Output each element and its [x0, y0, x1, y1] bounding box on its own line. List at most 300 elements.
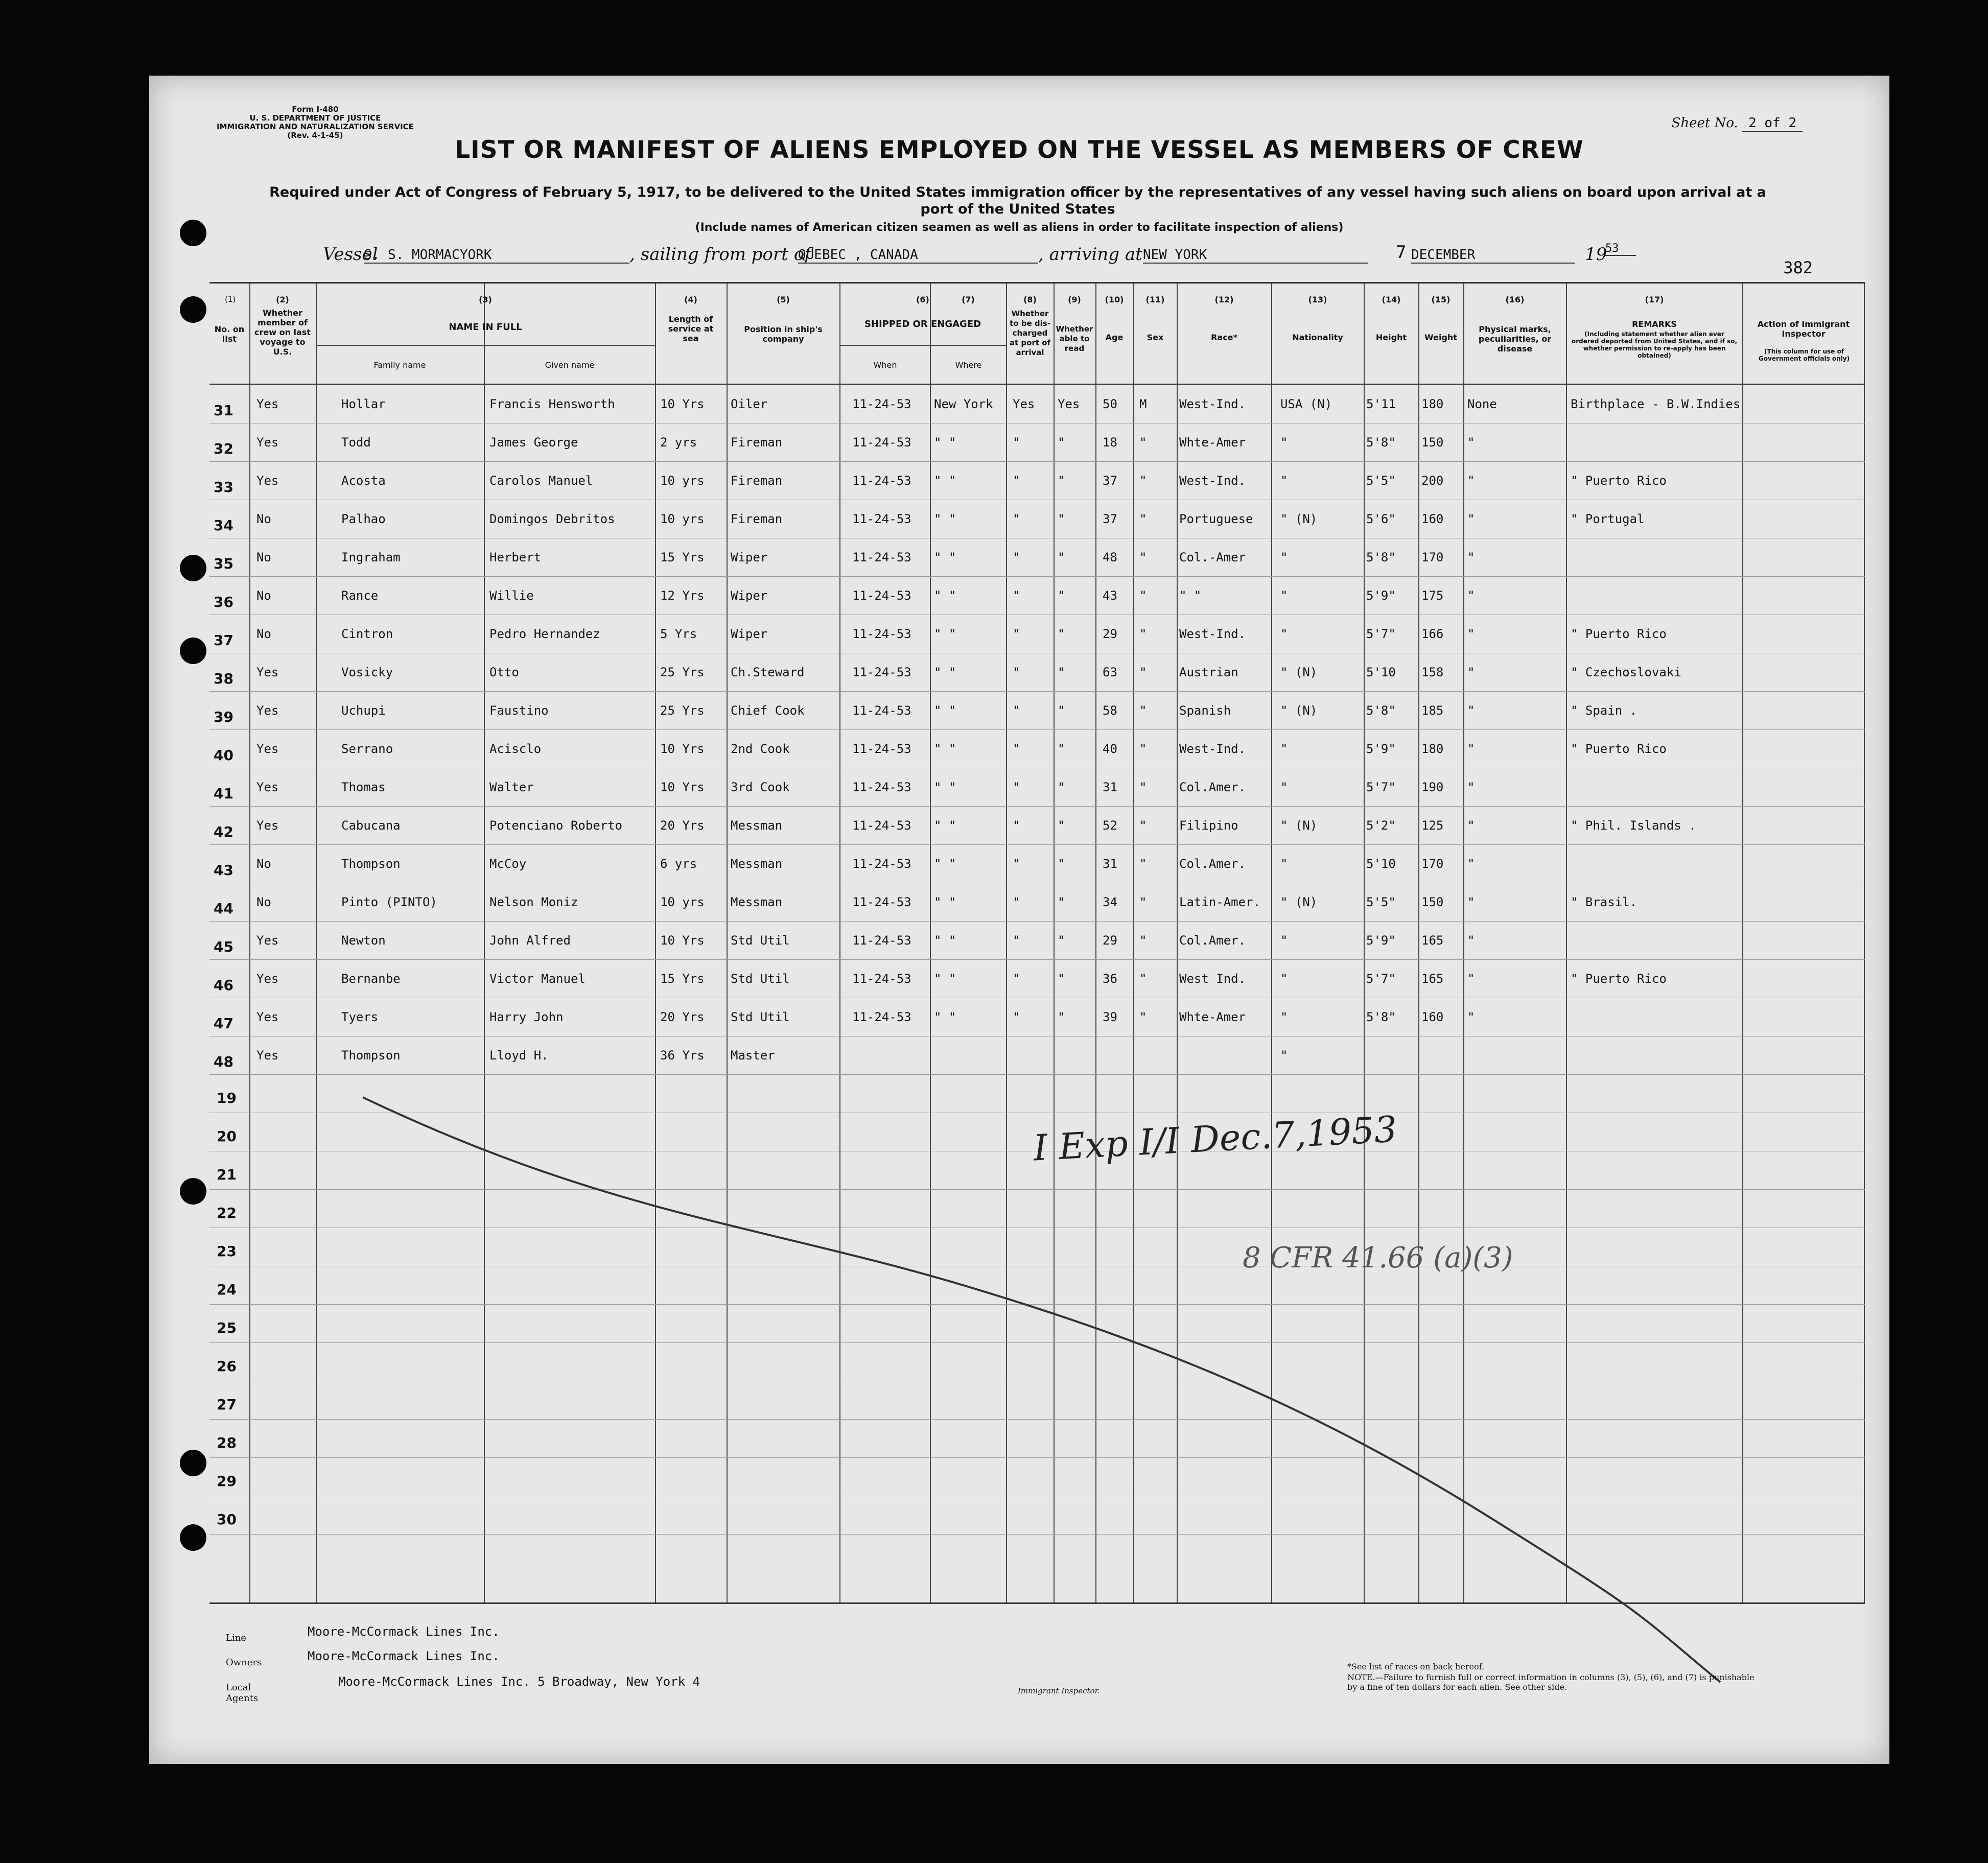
document-title: LIST OR MANIFEST OF ALIENS EMPLOYED ON THE VESSEL AS MEMBERS OF CREW — [455, 136, 1584, 164]
cell-race: Whte-Amer — [1179, 435, 1246, 450]
row-number: 22 — [217, 1205, 237, 1221]
cell-given: Walter — [489, 780, 534, 794]
cell-position: Std Util — [731, 933, 790, 948]
cell-remarks: " Phil. Islands . — [1571, 818, 1696, 833]
cell-service: 10 Yrs — [660, 780, 705, 794]
cell-sex: " — [1139, 665, 1147, 679]
cell-family: Thompson — [341, 1048, 401, 1063]
cell-weight: 150 — [1421, 435, 1444, 450]
cell-age: 37 — [1103, 512, 1117, 526]
row-number: 36 — [214, 594, 233, 610]
cell-family: Hollar — [341, 397, 386, 411]
cell-weight: 175 — [1421, 588, 1444, 603]
cell-sex: " — [1139, 933, 1147, 948]
cell-weight: 165 — [1421, 933, 1444, 948]
row-number: 23 — [217, 1243, 237, 1260]
cell-family: Bernanbe — [341, 972, 401, 986]
cell-weight: 125 — [1421, 818, 1444, 833]
row-number: 21 — [217, 1166, 237, 1183]
cell-family: Pinto (PINTO) — [341, 895, 437, 909]
cell-when: 11-24-53 — [852, 627, 911, 641]
cell-family: Vosicky — [341, 665, 393, 679]
cell-weight: 190 — [1421, 780, 1444, 794]
cell-age: 31 — [1103, 857, 1117, 871]
cell-sex: " — [1139, 474, 1147, 488]
cell-disch: " — [1013, 1010, 1020, 1024]
vessel-name: S. S. MORMACYORK — [364, 247, 629, 264]
cell-race: Col.-Amer — [1179, 550, 1246, 564]
cell-marks: " — [1467, 435, 1475, 450]
strike-line — [149, 76, 1889, 1764]
cell-weight: 200 — [1421, 474, 1444, 488]
cell-disch: " — [1013, 703, 1020, 718]
cell-marks: " — [1467, 742, 1475, 756]
cell-given: Lloyd H. — [489, 1048, 549, 1063]
row-number: 40 — [214, 747, 233, 764]
cell-marks: " — [1467, 588, 1475, 603]
cell-where: " " — [934, 474, 956, 488]
row-number: 45 — [214, 938, 233, 955]
form-identifier: Form I-480 U. S. DEPARTMENT OF JUSTICE IMMIGRATION AND NATURALIZATION SERVICE (Rev. 4-1-45) — [217, 105, 414, 140]
cell-marks: " — [1467, 857, 1475, 871]
row-number: 32 — [214, 440, 233, 457]
cell-when: 11-24-53 — [852, 435, 911, 450]
cell-family: Serrano — [341, 742, 393, 756]
cell-given: Herbert — [489, 550, 542, 564]
cell-remarks: " Puerto Rico — [1571, 627, 1667, 641]
cell-nat: " — [1280, 742, 1288, 756]
cell-service: 10 yrs — [660, 895, 705, 909]
cell-marks: " — [1467, 627, 1475, 641]
cell-weight: 166 — [1421, 627, 1444, 641]
cell-prev: Yes — [256, 665, 279, 679]
cell-height: 5'7" — [1366, 627, 1396, 641]
cell-prev: Yes — [256, 780, 279, 794]
cell-position: Wiper — [731, 627, 768, 641]
handwritten-cfr-note: 8 CFR 41.66 (a)(3) — [1243, 1241, 1513, 1275]
cell-prev: No — [256, 857, 271, 871]
cell-position: Messman — [731, 895, 783, 909]
cell-marks: " — [1467, 780, 1475, 794]
cell-nat: " — [1280, 474, 1288, 488]
cell-when: 11-24-53 — [852, 665, 911, 679]
cell-disch: " — [1013, 627, 1020, 641]
cell-service: 20 Yrs — [660, 818, 705, 833]
row-number: 48 — [214, 1053, 233, 1070]
cell-position: Wiper — [731, 550, 768, 564]
cell-age: 40 — [1103, 742, 1117, 756]
cell-nat: USA (N) — [1280, 397, 1332, 411]
cell-family: Ingraham — [341, 550, 401, 564]
cell-read: Yes — [1058, 397, 1080, 411]
cell-height: 5'9" — [1366, 933, 1396, 948]
cell-marks: " — [1467, 550, 1475, 564]
cell-read: " — [1058, 972, 1065, 986]
cell-height: 5'8" — [1366, 435, 1396, 450]
cell-disch: " — [1013, 435, 1020, 450]
cell-prev: Yes — [256, 818, 279, 833]
footnote-penalty: NOTE.—Failure to furnish full or correct information in columns (3), (5), (6), and (7) is punishable by a fine of ten dollars for each alien. See other side. — [1347, 1672, 1755, 1692]
cell-when: 11-24-53 — [852, 397, 911, 411]
cell-sex: " — [1139, 512, 1147, 526]
cell-position: Fireman — [731, 512, 783, 526]
cell-sex: " — [1139, 857, 1147, 871]
cell-race: Filipino — [1179, 818, 1238, 833]
cell-race: " " — [1179, 588, 1202, 603]
cell-where: " " — [934, 512, 956, 526]
cell-height: 5'2" — [1366, 818, 1396, 833]
cell-where: " " — [934, 1010, 956, 1024]
cell-age: 50 — [1103, 397, 1117, 411]
cell-given: Harry John — [489, 1010, 564, 1024]
cell-position: Ch.Steward — [731, 665, 805, 679]
cell-prev: No — [256, 550, 271, 564]
cell-service: 12 Yrs — [660, 588, 705, 603]
cell-race: West Ind. — [1179, 972, 1246, 986]
cell-remarks: " Czechoslovaki — [1571, 665, 1681, 679]
cell-when: 11-24-53 — [852, 857, 911, 871]
cell-position: Wiper — [731, 588, 768, 603]
cell-weight: 180 — [1421, 397, 1444, 411]
arrival-year: 53 — [1605, 242, 1636, 256]
cell-service: 15 Yrs — [660, 972, 705, 986]
cell-race: West-Ind. — [1179, 474, 1246, 488]
cell-service: 20 Yrs — [660, 1010, 705, 1024]
cell-remarks: " Puerto Rico — [1571, 972, 1667, 986]
cell-position: Fireman — [731, 474, 783, 488]
cell-where: " " — [934, 818, 956, 833]
cell-disch: " — [1013, 933, 1020, 948]
cell-disch: " — [1013, 588, 1020, 603]
cell-height: 5'8" — [1366, 703, 1396, 718]
cell-prev: Yes — [256, 1048, 279, 1063]
cell-height: 5'9" — [1366, 588, 1396, 603]
cell-marks: " — [1467, 895, 1475, 909]
cell-family: Tyers — [341, 1010, 379, 1024]
cell-age: 34 — [1103, 895, 1117, 909]
sailing-label: , sailing from port of — [629, 244, 811, 265]
cell-age: 39 — [1103, 1010, 1117, 1024]
cell-disch: " — [1013, 665, 1020, 679]
cell-nat: " (N) — [1280, 818, 1318, 833]
cell-weight: 170 — [1421, 550, 1444, 564]
cell-sex: " — [1139, 895, 1147, 909]
line-label: Line — [226, 1633, 246, 1643]
cell-position: Messman — [731, 818, 783, 833]
cell-marks: " — [1467, 1010, 1475, 1024]
cell-remarks: " Brasil. — [1571, 895, 1638, 909]
cell-service: 10 Yrs — [660, 397, 705, 411]
cell-nat: " — [1280, 627, 1288, 641]
cell-when: 11-24-53 — [852, 550, 911, 564]
cell-sex: " — [1139, 703, 1147, 718]
cell-height: 5'9" — [1366, 742, 1396, 756]
cell-read: " — [1058, 435, 1065, 450]
cell-given: Carolos Manuel — [489, 474, 593, 488]
cell-prev: Yes — [256, 703, 279, 718]
cell-prev: No — [256, 588, 271, 603]
cell-age: 63 — [1103, 665, 1117, 679]
cell-race: West-Ind. — [1179, 397, 1246, 411]
cell-race: Spanish — [1179, 703, 1231, 718]
cell-when: 11-24-53 — [852, 1010, 911, 1024]
handwritten-annotation: I Exp I/I Dec.7,1953 — [1032, 1108, 1398, 1169]
cell-nat: " — [1280, 1010, 1288, 1024]
cell-when: 11-24-53 — [852, 742, 911, 756]
row-number: 31 — [214, 402, 233, 419]
cell-read: " — [1058, 895, 1065, 909]
cell-race: Col.Amer. — [1179, 933, 1246, 948]
cell-where: " " — [934, 627, 956, 641]
cell-family: Thomas — [341, 780, 386, 794]
cell-service: 5 Yrs — [660, 627, 697, 641]
cell-where: " " — [934, 550, 956, 564]
row-number: 46 — [214, 977, 233, 994]
cell-remarks: " Puerto Rico — [1571, 742, 1667, 756]
cell-when: 11-24-53 — [852, 780, 911, 794]
cell-height: 5'5" — [1366, 474, 1396, 488]
cell-age: 58 — [1103, 703, 1117, 718]
cell-height: 5'6" — [1366, 512, 1396, 526]
line-value: Moore-McCormack Lines Inc. — [308, 1624, 500, 1639]
cell-remarks: " Puerto Rico — [1571, 474, 1667, 488]
cell-read: " — [1058, 627, 1065, 641]
cell-sex: " — [1139, 588, 1147, 603]
cell-nat: " — [1280, 933, 1288, 948]
cell-disch: " — [1013, 972, 1020, 986]
cell-height: 5'5" — [1366, 895, 1396, 909]
cell-read: " — [1058, 857, 1065, 871]
cell-age: 37 — [1103, 474, 1117, 488]
cell-position: Chief Cook — [731, 703, 805, 718]
cell-remarks: Birthplace - B.W.Indies — [1571, 397, 1741, 411]
cell-marks: " — [1467, 512, 1475, 526]
cell-given: James George — [489, 435, 578, 450]
cell-sex: " — [1139, 1010, 1147, 1024]
cell-read: " — [1058, 818, 1065, 833]
cell-nat: " — [1280, 588, 1288, 603]
document-instruction: (Include names of American citizen seamen as well as aliens in order to facilitate inspection of aliens) — [695, 221, 1344, 234]
cell-race: West-Ind. — [1179, 627, 1246, 641]
cell-position: Messman — [731, 857, 783, 871]
row-number: 19 — [217, 1090, 237, 1106]
cell-position: Master — [731, 1048, 775, 1063]
cell-where: " " — [934, 895, 956, 909]
arriving-label: , arriving at — [1038, 244, 1142, 265]
cell-marks: " — [1467, 703, 1475, 718]
cell-position: Std Util — [731, 972, 790, 986]
cell-read: " — [1058, 588, 1065, 603]
cell-race: Whte-Amer — [1179, 1010, 1246, 1024]
row-number: 28 — [217, 1434, 237, 1451]
cell-disch: " — [1013, 857, 1020, 871]
cell-weight: 165 — [1421, 972, 1444, 986]
cell-disch: " — [1013, 780, 1020, 794]
cell-when: 11-24-53 — [852, 588, 911, 603]
cell-marks: " — [1467, 972, 1475, 986]
cell-prev: No — [256, 895, 271, 909]
cell-where: " " — [934, 742, 956, 756]
arrival-month: DECEMBER — [1411, 247, 1575, 264]
cell-where: New York — [934, 397, 993, 411]
crew-table: (1) (2) (3) (4) (5) (6) (7) (8) (9) (10) (11) (12) (13) (14) (15) (16) (17) No. on list Whether member of crew on last voyage to U.S. NAME IN FULL Family name Given name Length of service at sea Position in ship's company SHIPPED OR ENGAGED When Where Whether to be dis-charged at port of arrival Whether able to read Age Sex Race* Nationality Height Weight Physical marks, peculiarities, or disease REMARKS (Including statement whether alien ever ordered deported from United States, and if so, whether permission to re-apply has been obtained) Action of Immigrant Inspector (This column for use of Government officials only) 31 Yes Hollar Francis Hensworth 10 Yrs Oiler 11-24-53 New York Yes Yes 50 M West-Ind. USA (N) 5'11 180 None Birthplace - B.W.Indies 32 Yes Todd James George 2 yrs Fireman 11-24-53 " " " " 18 " Whte-Amer " 5'8" 150 " 33 Yes Acosta Carolos Manuel 10 yrs Fireman 11-24-53 " " " " 37 " West-Ind. " 5'5" 200 " " Puerto Rico 34 No Palhao Domingos Debritos 10 yrs Fireman 11-24-53 " " " " 37 " Portuguese " (N) 5'6" 160 " " Portugal 35 No Ingraham Herbert 15 Yrs Wiper 11-24-53 " " " " 48 " Col.-Amer " 5'8" 170 " 36 No Rance Willie 12 Yrs Wiper 11-24-53 " " " " 43 " " " " 5'9" 175 " 37 No Cintron Pedro Hernandez 5 Yrs Wiper 11-24-53 " " " " 29 " West-Ind. " 5'7" 166 " " Puerto Rico 38 Yes Vosicky Otto 25 Yrs Ch.Steward 11-24-53 " " " " 63 " Austrian " (N) 5'10 158 " " Czechoslovaki 39 Yes Uchupi Faustino 25 Yrs Chief Cook 11-24-53 " " " " 58 " Spanish " (N) 5'8" 185 " " Spain . 40 Yes Serrano Acisclo 10 Yrs 2nd Cook 11-24-53 " " " " 40 " West-Ind. " 5'9" 180 " " Puerto Rico 41 Yes Thomas Walter 10 Yrs 3rd Cook 11-24-53 " " " " 31 " Col.Amer. " 5'7" 190 " 42 Yes Cabucana Potenciano Roberto 20 Yrs Messman 11-24-53 " " " " 52 " Filipino " (N) 5'2" 125 " " Phil. Islands . 43 No Thompson McCoy 6 yrs Messman 11-24-53 " " " " 31 " Col.Amer. " 5'10 170 " 44 No Pinto (PINTO) Nelson Moniz 10 yrs Messman 11-24-53 " " " " 34 " Latin-Amer. " (N) 5'5" 150 " " Brasil. 45 Yes Newton John Alfred 10 Yrs Std Util 11-24-53 " " " " 29 " Col.Amer. " 5'9" 165 " 46 Yes Bernanbe Victor Manuel 15 Yrs Std Util 11-24-53 " " " " 36 " West Ind. " 5'7" 165 " " Puerto Rico 47 Yes Tyers Harry John 20 Yrs Std Util 11-24-53 " " " " 39 " Whte-Amer " 5'8" 160 " 48 Yes Thompson Lloyd H. 36 Yrs Master " 19 20 21 22 23 24 25 26 27 28 29 30 — [209, 282, 1865, 1604]
cell-prev: Yes — [256, 435, 279, 450]
cell-disch: " — [1013, 742, 1020, 756]
cell-when: 11-24-53 — [852, 972, 911, 986]
arrival-port: NEW YORK — [1143, 247, 1368, 264]
cell-marks: " — [1467, 474, 1475, 488]
cell-given: Victor Manuel — [489, 972, 586, 986]
cell-nat: " (N) — [1280, 512, 1318, 526]
cell-read: " — [1058, 512, 1065, 526]
owners-value: Moore-McCormack Lines Inc. — [308, 1649, 500, 1663]
cell-read: " — [1058, 665, 1065, 679]
inspector-signature-line: Immigrant Inspector. — [1018, 1685, 1151, 1695]
cell-height: 5'10 — [1366, 665, 1396, 679]
arrival-day: 7 — [1396, 242, 1407, 263]
cell-height: 5'7" — [1366, 972, 1396, 986]
cell-position: 2nd Cook — [731, 742, 790, 756]
cell-disch: " — [1013, 474, 1020, 488]
cell-when: 11-24-53 — [852, 474, 911, 488]
row-number: 43 — [214, 862, 233, 879]
cell-prev: Yes — [256, 933, 279, 948]
cell-remarks: " Spain . — [1571, 703, 1638, 718]
cell-disch: Yes — [1013, 397, 1035, 411]
cell-position: Std Util — [731, 1010, 790, 1024]
row-number: 41 — [214, 785, 233, 802]
cell-given: Francis Hensworth — [489, 397, 615, 411]
cell-given: Potenciano Roberto — [489, 818, 623, 833]
cell-service: 10 Yrs — [660, 933, 705, 948]
cell-weight: 185 — [1421, 703, 1444, 718]
cell-race: Portuguese — [1179, 512, 1253, 526]
cell-race: Austrian — [1179, 665, 1238, 679]
cell-prev: No — [256, 627, 271, 641]
cell-nat: " — [1280, 857, 1288, 871]
manifest-sheet — [149, 76, 1889, 1764]
cell-disch: " — [1013, 895, 1020, 909]
cell-given: Nelson Moniz — [489, 895, 578, 909]
cell-prev: Yes — [256, 742, 279, 756]
cell-read: " — [1058, 550, 1065, 564]
cell-given: McCoy — [489, 857, 527, 871]
cell-prev: Yes — [256, 397, 279, 411]
cell-read: " — [1058, 1010, 1065, 1024]
cell-nat: " — [1280, 780, 1288, 794]
row-number: 25 — [217, 1319, 237, 1336]
cell-height: 5'7" — [1366, 780, 1396, 794]
cell-height: 5'11 — [1366, 397, 1396, 411]
row-number: 37 — [214, 632, 233, 649]
cell-family: Rance — [341, 588, 379, 603]
owners-label: Owners — [226, 1657, 262, 1668]
row-number: 38 — [214, 670, 233, 687]
row-number: 33 — [214, 479, 233, 496]
cell-sex: " — [1139, 972, 1147, 986]
cell-when: 11-24-53 — [852, 933, 911, 948]
cell-family: Palhao — [341, 512, 386, 526]
cell-remarks: " Portugal — [1571, 512, 1645, 526]
cell-race: Col.Amer. — [1179, 780, 1246, 794]
sheet-number: Sheet No. 2 of 2 — [1672, 115, 1803, 131]
cell-height: 5'10 — [1366, 857, 1396, 871]
cell-read: " — [1058, 933, 1065, 948]
cell-marks: " — [1467, 933, 1475, 948]
cell-race: Col.Amer. — [1179, 857, 1246, 871]
cell-position: 3rd Cook — [731, 780, 790, 794]
cell-given: Faustino — [489, 703, 549, 718]
departure-port: QUEBEC , CANADA — [798, 247, 1038, 264]
cell-nat: " (N) — [1280, 665, 1318, 679]
cell-where: " " — [934, 588, 956, 603]
cell-age: 36 — [1103, 972, 1117, 986]
cell-given: Pedro Hernandez — [489, 627, 600, 641]
cell-where: " " — [934, 933, 956, 948]
cell-weight: 170 — [1421, 857, 1444, 871]
cell-age: 52 — [1103, 818, 1117, 833]
cell-age: 48 — [1103, 550, 1117, 564]
cell-service: 2 yrs — [660, 435, 697, 450]
cell-where: " " — [934, 972, 956, 986]
cell-sex: " — [1139, 627, 1147, 641]
cell-sex: " — [1139, 435, 1147, 450]
cell-prev: Yes — [256, 972, 279, 986]
row-number: 34 — [214, 517, 233, 534]
cell-sex: " — [1139, 818, 1147, 833]
cell-nat: " — [1280, 435, 1288, 450]
page-number: 382 — [1783, 258, 1813, 277]
cell-family: Acosta — [341, 474, 386, 488]
cell-given: Acisclo — [489, 742, 542, 756]
cell-marks: None — [1467, 397, 1497, 411]
cell-family: Todd — [341, 435, 371, 450]
cell-sex: " — [1139, 742, 1147, 756]
cell-service: 15 Yrs — [660, 550, 705, 564]
cell-disch: " — [1013, 818, 1020, 833]
cell-age: 18 — [1103, 435, 1117, 450]
cell-position: Fireman — [731, 435, 783, 450]
row-number: 29 — [217, 1473, 237, 1490]
cell-marks: " — [1467, 818, 1475, 833]
cell-family: Cabucana — [341, 818, 401, 833]
cell-given: John Alfred — [489, 933, 571, 948]
cell-read: " — [1058, 474, 1065, 488]
cell-read: " — [1058, 742, 1065, 756]
cell-age: 43 — [1103, 588, 1117, 603]
cell-given: Otto — [489, 665, 519, 679]
cell-when: 11-24-53 — [852, 895, 911, 909]
cell-sex: M — [1139, 397, 1147, 411]
footnote-races: *See list of races on back hereof. — [1347, 1662, 1485, 1671]
cell-age: 29 — [1103, 933, 1117, 948]
cell-where: " " — [934, 435, 956, 450]
cell-race: Latin-Amer. — [1179, 895, 1260, 909]
cell-sex: " — [1139, 550, 1147, 564]
cell-service: 10 yrs — [660, 474, 705, 488]
cell-age: 31 — [1103, 780, 1117, 794]
cell-family: Cintron — [341, 627, 393, 641]
row-number: 26 — [217, 1358, 237, 1375]
cell-height: 5'8" — [1366, 1010, 1396, 1024]
cell-service: 10 Yrs — [660, 742, 705, 756]
cell-read: " — [1058, 703, 1065, 718]
cell-family: Thompson — [341, 857, 401, 871]
cell-nat: " (N) — [1280, 703, 1318, 718]
cell-read: " — [1058, 780, 1065, 794]
cell-when: 11-24-53 — [852, 818, 911, 833]
cell-service: 6 yrs — [660, 857, 697, 871]
